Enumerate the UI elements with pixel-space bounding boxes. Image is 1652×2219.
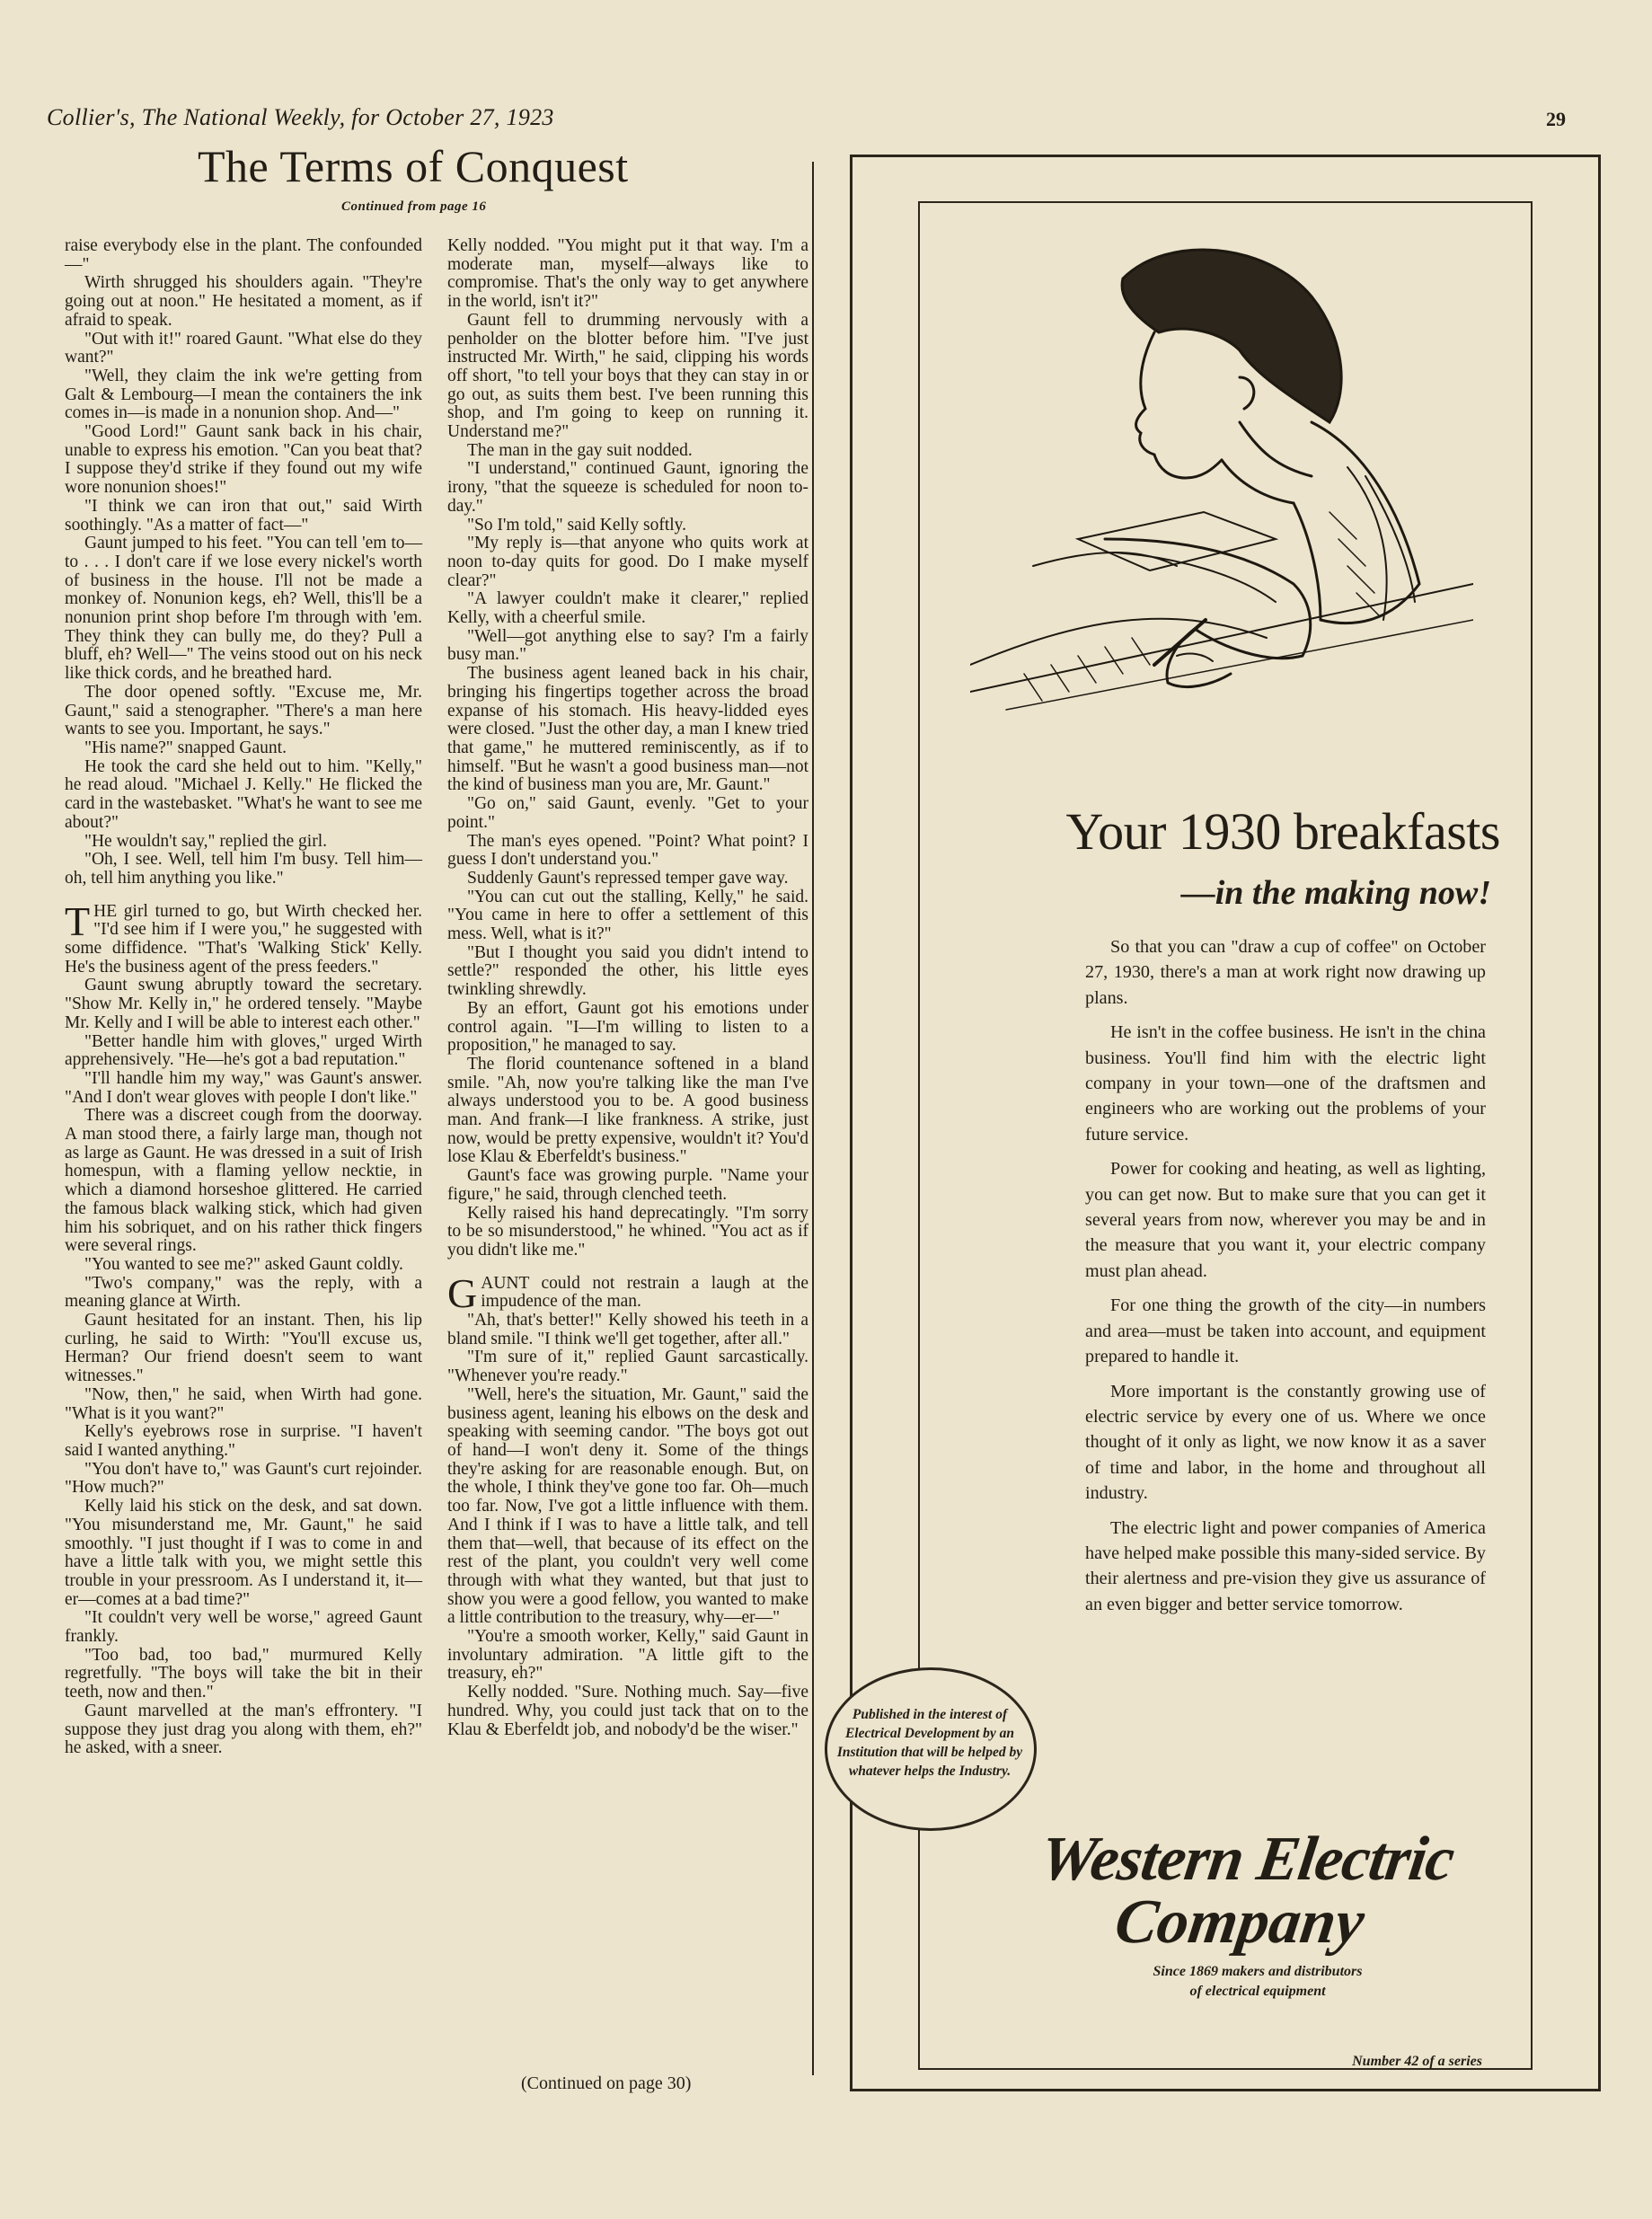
company-logo-line2: Company (1110, 1887, 1369, 1957)
story-paragraph: Kelly's eyebrows rose in surprise. "I haven't said I wanted anything." (65, 1422, 422, 1460)
story-paragraph: "But I thought you said you didn't intend to settle?" responded the other, his little eyes twinkling shrewdly. (447, 942, 808, 1000)
story-paragraph: raise everybody else in the plant. The confounded—" (65, 236, 422, 274)
story-paragraph: "I think we can iron that out," said Wirth soothingly. "As a matter of fact—" (65, 496, 422, 535)
story-paragraph: "Now, then," he said, when Wirth had gone. "What is it you want?" (65, 1384, 422, 1423)
story-paragraph: Kelly raised his hand deprecatingly. "I'm sorry to be so misunderstood," he whined. "You act as if you didn't like me." (447, 1203, 808, 1260)
ad-paragraph: He isn't in the coffee business. He isn't in the china business. You'll find him with the electric light company in your town—one of the draftsmen and engineers who are working out the problems of your future service. (1085, 1022, 1486, 1145)
continued-from-note: Continued from page 16 (341, 199, 487, 214)
story-paragraph: "Well, here's the situation, Mr. Gaunt," said the business agent, leaning his elbows on the desk and speaking with seeming candor. "The boys got out of hand—I won't deny it. Some of the things they're asking for are reasonable enough. But, on the whole, I think they've gone too far. Oh—much too far. Now, I've got a little influence with them. And I think if I was to have a little talk, and tell them that—well, that because of its effect on the rest of the plant, you couldn't very well come through with what they wanted, but that just to show you were a good fellow, you wanted to make a little contribution to the treasury, why—er—" (447, 1384, 808, 1628)
story-paragraph: Gaunt marvelled at the man's effrontery. "I suppose they just drag you along with them, eh?" he asked, with a sneer. (65, 1701, 422, 1758)
ad-paragraph: For one thing the growth of the city—in numbers and area—must be taken into account, and equipment prepared to handle it. (1085, 1295, 1486, 1367)
drop-cap: T (65, 897, 91, 944)
story-paragraph: "It couldn't very well be worse," agreed Gaunt frankly. (65, 1608, 422, 1647)
story-paragraph: "Too bad, too bad," murmured Kelly regretfully. "The boys will take the bit in their teeth, now and then." (65, 1645, 422, 1702)
story-paragraph: "You can cut out the stalling, Kelly," he said. "You came in here to offer a settlement of this mess. Well, what is it?" (447, 887, 808, 944)
story-paragraph: "Well—got anything else to say? I'm a fairly busy man." (447, 626, 808, 665)
story-paragraph: Gaunt jumped to his feet. "You can tell 'em to— to . . . I don't care if we lose every nickel's worth of business in the house. I'll not be made a monkey of. Nonunion kegs, eh? Well, this'll be a nonunion print shop before I'm through with 'em. They think they can bully me, do they? Pull a bluff, eh? Well—" The veins stood out on his neck like thick cords, and he breathed hard. (65, 534, 422, 684)
ad-paragraph: More important is the constantly growing use of electric service by every one of us. Where we once thought of it only as light, we now know it as a saver of time and labor, in the home and throughout all industry. (1085, 1381, 1486, 1504)
story-paragraph: Gaunt swung abruptly toward the secretary. "Show Mr. Kelly in," he ordered tensely. "Maybe Mr. Kelly and I will be able to interest each other." (65, 976, 422, 1032)
story-paragraph: The man's eyes opened. "Point? What point? I guess I don't understand you." (447, 831, 808, 870)
story-paragraph: The door opened softly. "Excuse me, Mr. Gaunt," said a stenographer. "There's a man here wants to see you. Important, he says." (65, 682, 422, 739)
story-paragraph: Kelly nodded. "You might put it that way. I'm a moderate man, myself—always like to compromise. That's the only way to get anywhere in the world, isn't it?" (447, 236, 808, 312)
ad-headline: Your 1930 breakfasts (1065, 802, 1500, 861)
story-paragraph: Kelly laid his stick on the desk, and sat down. "You misunderstand me, Mr. Gaunt," he said smoothly. "I just thought if I was to come in and have a little talk with you, we might settle this trouble in your pressroom. As I understand it, it—er—comes at a bad time?" (65, 1497, 422, 1609)
story-paragraph: He took the card she held out to him. "Kelly," he read aloud. "Michael J. Kelly." He flicked the card in the wastebasket. "What's he want to see me about?" (65, 756, 422, 832)
story-paragraph: "I'm sure of it," replied Gaunt sarcastically. "Whenever you're ready." (447, 1348, 808, 1386)
story-paragraph: "Good Lord!" Gaunt sank back in his chair, unable to express his emotion. "Can you beat that? I suppose they'd strike if they found out my wife wore nonunion shoes!" (65, 422, 422, 498)
story-paragraph: "A lawyer couldn't make it clearer," replied Kelly, with a cheerful smile. (447, 589, 808, 628)
company-tagline-line1: Since 1869 makers and distributors (1153, 1964, 1363, 1979)
publisher-seal-text: Published in the interest of Electrical Development by an Institution that will be helped by whatever helps the Industry. (836, 1707, 1023, 1779)
story-column-1 (65, 237, 422, 1758)
story-paragraph: The business agent leaned back in his chair, bringing his fingertips together across the broad expanse of his stomach. His heavy-lidded eyes were closed. "Just the other day, a man I knew tried that game," he muttered reminiscently, as if to himself. "But he wasn't a good business man—not the kind of business man you are, Mr. Gaunt." (447, 664, 808, 795)
story-paragraph: "Ah, that's better!" Kelly showed his teeth in a bland smile. "I think we'll get together, after all." (447, 1311, 808, 1348)
story-paragraph: There was a discreet cough from the doorway. A man stood there, a fairly large man, though not as large as Gaunt. He was dressed in a suit of Irish homespun, with a flaming yellow necktie, in which a diamond horseshoe glittered. He carried the famous black walking stick, which had given him his sobriquet, and on his rather thick fingers were several rings. (65, 1106, 422, 1256)
drop-cap: G (447, 1269, 478, 1316)
masthead-line: Collier's, The National Weekly, for October 27, 1923 (47, 104, 554, 130)
story-paragraph: "Out with it!" roared Gaunt. "What else do they want?" (65, 329, 422, 367)
column-divider (812, 162, 814, 2075)
story-paragraph: "I understand," continued Gaunt, ignoring the irony, "that the squeeze is scheduled for noon to-day." (447, 459, 808, 516)
story-paragraph: The man in the gay suit nodded. (467, 440, 693, 460)
story-paragraph: "Oh, I see. Well, tell him I'm busy. Tell him—oh, tell him anything you like." (65, 850, 422, 888)
story-paragraph: GAUNT could not restrain a laugh at the impudence of the man. (447, 1269, 808, 1316)
ad-paragraph: So that you can "draw a cup of coffee" on October 27, 1930, there's a man at work right now drawing up plans. (1085, 937, 1486, 1008)
story-paragraph: "You wanted to see me?" asked Gaunt coldly. (84, 1254, 403, 1274)
story-paragraph: Gaunt fell to drumming nervously with a penholder on the blotter before him. "I've just instructed Mr. Wirth," he said, clipping his words off short, "to tell your boys that they can stay in or go out, as suits them best. I've been running this shop, and I'm going to keep on running it. Understand me?" (447, 310, 808, 442)
story-paragraph: "I'll handle him my way," was Gaunt's answer. "And I don't wear gloves with people I don't like." (65, 1068, 422, 1107)
story-title: The Terms of Conquest (198, 141, 629, 191)
company-tagline (1033, 1962, 1482, 2002)
story-paragraph: By an effort, Gaunt got his emotions under control again. "I—I'm willing to listen to a proposition," he managed to say. (447, 998, 808, 1056)
story-paragraph: "My reply is—that anyone who quits work at noon to-day quits for good. Do I make myself clear?" (447, 534, 808, 590)
story-paragraph: "You're a smooth worker, Kelly," said Gaunt in involuntary admiration. "A little gift to the treasury, eh?" (447, 1627, 808, 1684)
story-paragraph: "Go on," said Gaunt, evenly. "Get to your point." (447, 794, 808, 832)
man-writing-illustration (970, 243, 1473, 728)
ad-paragraph: Power for cooking and heating, as well as lighting, you can get now. But to make sure that you can get it several years from now, wherever you may be and in the measure that you want it, your electric company must plan ahead. (1085, 1159, 1486, 1281)
story-paragraph: "Well, they claim the ink we're getting from Galt & Lembourg—I mean the containers the ink comes in—is made in a nonunion shop. And—" (65, 366, 422, 423)
series-note: Number 42 of a series (1352, 2054, 1482, 2069)
story-paragraph: "Better handle him with gloves," urged Wirth apprehensively. "He—he's got a bad reputation." (65, 1031, 422, 1070)
story-paragraph: Suddenly Gaunt's repressed temper gave way. (467, 868, 789, 888)
story-paragraph: THE girl turned to go, but Wirth checked her. "I'd see him if I were you," he suggested with some diffidence. "That's 'Walking Stick' Kelly. He's the business agent of the press feeders." (65, 897, 422, 977)
company-tagline-line2: of electrical equipment (1189, 1984, 1326, 1999)
story-paragraph: Wirth shrugged his shoulders again. "They're going out at noon." He hesitated a moment, as if afraid to speak. (65, 273, 422, 330)
story-paragraph: "His name?" snapped Gaunt. (84, 738, 287, 757)
story-paragraph: "Two's company," was the reply, with a meaning glance at Wirth. (65, 1273, 422, 1312)
story-paragraph: "He wouldn't say," replied the girl. (84, 831, 327, 851)
story-paragraph: The florid countenance softened in a bland smile. "Ah, now you're talking like the man I've always understood you to be. A good business man. And frank—I like frankness. A strike, just now, would be pretty expensive, wouldn't it? You'd lose Klau & Eberfeldt's business." (447, 1054, 808, 1167)
ad-paragraph: The electric light and power companies of America have helped make possible this many-sided service. By their alertness and pre-vision they give us assurance of an even bigger and better service tomorrow. (1085, 1517, 1486, 1614)
page-number: 29 (1546, 108, 1566, 130)
ad-subheadline: —in the making now! (1180, 874, 1491, 912)
story-paragraph: Gaunt hesitated for an instant. Then, his lip curling, he said to Wirth: "You'll excuse us, Herman? Our friend doesn't seem to want witnesses." (65, 1311, 422, 1386)
story-paragraph: Gaunt's face was growing purple. "Name your figure," he said, through clenched teeth. (447, 1166, 808, 1204)
story-paragraph: "So I'm told," said Kelly softly. (467, 515, 687, 535)
story-column-2 (447, 237, 808, 1739)
continued-on-note: (Continued on page 30) (521, 2073, 692, 2093)
company-logo-line1: Western Electric (1036, 1825, 1458, 1894)
story-paragraph: "You don't have to," was Gaunt's curt rejoinder. "How much?" (65, 1459, 422, 1498)
story-paragraph: Kelly nodded. "Sure. Nothing much. Say—five hundred. Why, you could just tack that on to the Klau & Eberfeldt job, and nobody'd be the wiser." (447, 1683, 808, 1739)
ad-body (1085, 934, 1486, 1626)
